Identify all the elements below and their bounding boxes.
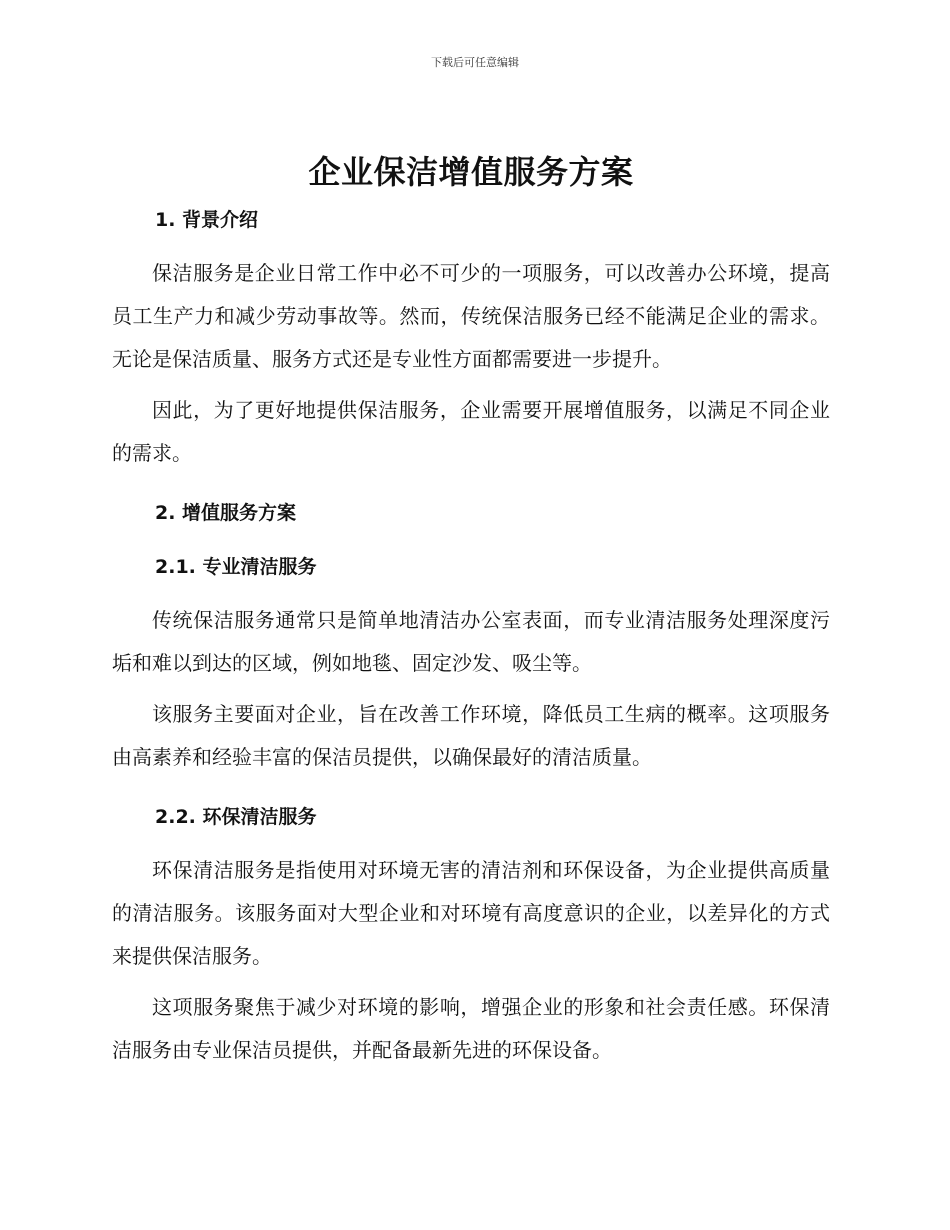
document-title: 企业保洁增值服务方案 — [308, 153, 634, 191]
section-heading-background: 1. 背景介绍 — [155, 209, 259, 231]
section-heading-value-added: 2. 增值服务方案 — [155, 502, 297, 524]
header-note: 下载后可任意编辑 — [431, 56, 519, 69]
paragraph-eco-1: 环保清洁服务是指使用对环境无害的清洁剂和环保设备，为企业提供高质量的清洁服务。该服务面对大型企业和对环境有高度意识的企业，以差异化的方式来提供保洁服务。 — [112, 858, 830, 968]
paragraph-background-1: 保洁服务是企业日常工作中必不可少的一项服务，可以改善办公环境，提高员工生产力和减少劳动事故等。然而，传统保洁服务已经不能满足企业的需求。无论是保洁质量、服务方式还是专业性方面都需要进一步提升。 — [112, 261, 830, 371]
paragraph-eco-2: 这项服务聚焦于减少对环境的影响，增强企业的形象和社会责任感。环保清洁服务由专业保洁员提供，并配备最新先进的环保设备。 — [112, 995, 830, 1062]
subsection-heading-professional: 2.1. 专业清洁服务 — [155, 556, 317, 578]
subsection-heading-eco: 2.2. 环保清洁服务 — [155, 806, 317, 828]
document-body — [112, 148, 830, 1072]
paragraph-background-2: 因此，为了更好地提供保洁服务，企业需要开展增值服务，以满足不同企业的需求。 — [112, 398, 830, 465]
paragraph-professional-2: 该服务主要面对企业，旨在改善工作环境，降低员工生病的概率。这项服务由高素养和经验丰富的保洁员提供，以确保最好的清洁质量。 — [112, 702, 830, 769]
paragraph-professional-1: 传统保洁服务通常只是简单地清洁办公室表面，而专业清洁服务处理深度污垢和难以到达的区域，例如地毯、固定沙发、吸尘等。 — [112, 608, 830, 675]
